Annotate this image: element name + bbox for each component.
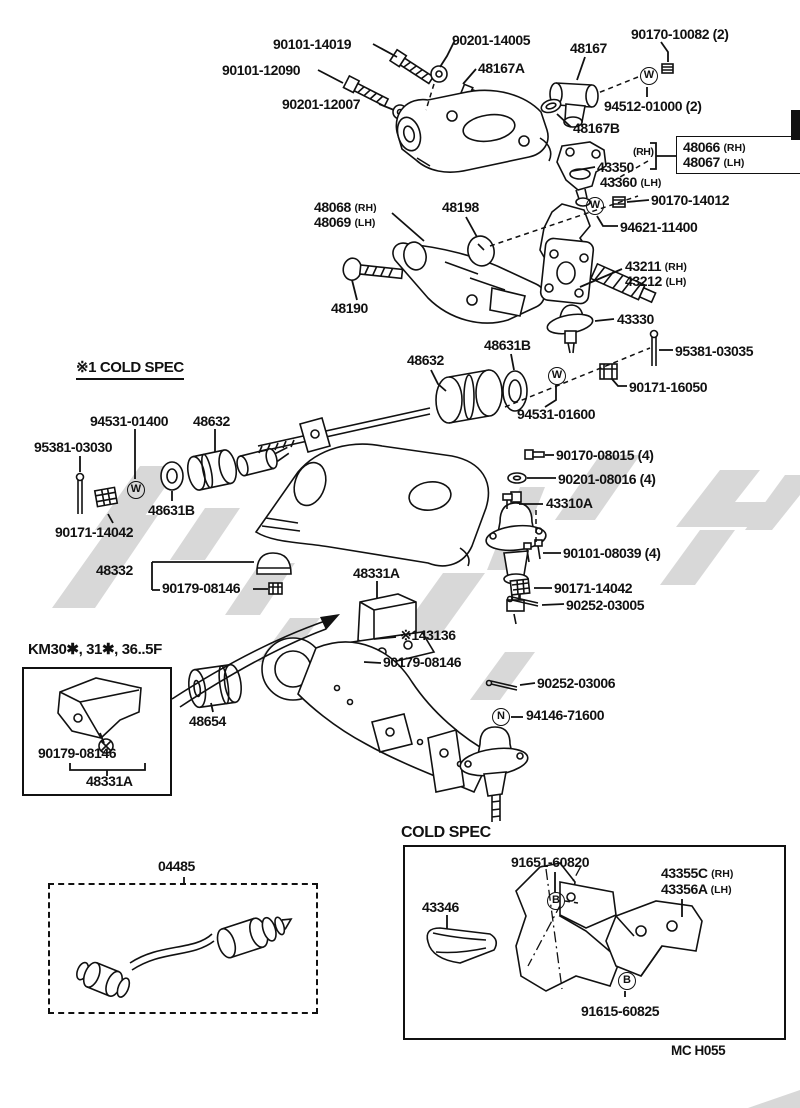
part-label-90201-08016: 90201-08016 (4) bbox=[558, 471, 656, 487]
part-label-90252-03005: 90252-03005 bbox=[566, 597, 645, 613]
strut-bar-assembly bbox=[258, 370, 527, 453]
rod-end-stub bbox=[235, 445, 291, 477]
part-label-43211-rh: 43211 (RH) bbox=[625, 258, 687, 274]
part-label-90101-14019: 90101-14019 bbox=[273, 36, 352, 52]
castle-nut-90171-16050 bbox=[600, 364, 617, 379]
link-04485-box bbox=[48, 883, 318, 1014]
nut-90171-14042-left bbox=[95, 487, 117, 506]
part-label-95381-03030: 95381-03030 bbox=[34, 439, 113, 455]
part-label-48068-rh: 48068 (RH) bbox=[314, 199, 377, 215]
part-label-90170-10082: 90170-10082 (2) bbox=[631, 26, 729, 42]
part-label-43136: ※143136 bbox=[400, 627, 456, 643]
cushion-48632-left bbox=[185, 448, 239, 491]
bolt-90170-08015 bbox=[525, 450, 544, 459]
circled-w-marker: W bbox=[127, 481, 145, 499]
washer-90201-14005 bbox=[431, 66, 447, 82]
part-label-43346: 43346 bbox=[422, 899, 459, 915]
diagram-code: MC H055 bbox=[671, 1043, 726, 1058]
circled-b-marker: B bbox=[547, 892, 565, 910]
part-label-90170-14012: 90170-14012 bbox=[651, 192, 730, 208]
part-label-48654: 48654 bbox=[189, 713, 226, 729]
retainer-48631B-left bbox=[161, 462, 183, 490]
part-label-04485: 04485 bbox=[158, 858, 195, 874]
part-label-90179-08146-b: 90179-08146 bbox=[383, 654, 462, 670]
part-label-43310A: 43310A bbox=[546, 495, 593, 511]
bolt-90101-14019 bbox=[390, 50, 435, 85]
part-label-48167B: 48167B bbox=[573, 120, 620, 136]
circled-w-marker: W bbox=[586, 197, 604, 215]
circled-w-marker: W bbox=[640, 67, 658, 85]
part-label-48632-a: 48632 bbox=[407, 352, 444, 368]
part-label-94621-11400: 94621-11400 bbox=[620, 219, 698, 235]
part-label-48167A: 48167A bbox=[478, 60, 525, 76]
part-label-48167: 48167 bbox=[570, 40, 607, 56]
circled-n-marker: N bbox=[492, 708, 510, 726]
part-label-90101-08039: 90101-08039 (4) bbox=[563, 545, 661, 561]
cold-spec-reference-note: ※1 COLD SPEC bbox=[76, 360, 184, 376]
part-label-48066-rh: 48066 (RH) bbox=[683, 139, 746, 155]
part-label-90201-14005: 90201-14005 bbox=[452, 32, 531, 48]
circled-w-marker: W bbox=[548, 367, 566, 385]
cold-spec-box-title: COLD SPEC bbox=[401, 824, 491, 841]
part-label-95381-03035: 95381-03035 bbox=[675, 343, 754, 359]
washer-90201-08016 bbox=[508, 473, 526, 483]
part-label-90179-08146-a: 90179-08146 bbox=[162, 580, 241, 596]
ball-joint-43330 bbox=[546, 305, 594, 353]
nut-90170-10082 bbox=[662, 64, 673, 73]
part-label-90171-16050: 90171-16050 bbox=[629, 379, 708, 395]
part-label-43355C-rh: 43355C (RH) bbox=[661, 865, 734, 881]
ball-joint-43310A bbox=[485, 492, 547, 624]
part-label-48331A-b: 48331A bbox=[86, 773, 133, 789]
part-label-48631B-a: 48631B bbox=[484, 337, 531, 353]
part-label-90252-03006: 90252-03006 bbox=[537, 675, 616, 691]
part-label-43350: 43350 bbox=[597, 159, 634, 175]
bolt-48190 bbox=[342, 257, 403, 285]
nut-90171-14042-right bbox=[510, 579, 529, 595]
part-label-91651-60820: 91651-60820 bbox=[511, 854, 590, 870]
part-label-48331A-a: 48331A bbox=[353, 565, 400, 581]
part-label-48632-b: 48632 bbox=[193, 413, 230, 429]
part-label-90179-08146-c: 90179-08146 bbox=[38, 745, 117, 761]
scan-edge-mark bbox=[791, 110, 800, 140]
part-label-48198: 48198 bbox=[442, 199, 479, 215]
part-label-48067-lh: 48067 (LH) bbox=[683, 154, 745, 170]
km30-variant-note: KM30✱, 31✱, 36..5F bbox=[28, 641, 162, 658]
circled-b-marker: B bbox=[618, 972, 636, 990]
part-label-43360-lh: 43360 (LH) bbox=[600, 174, 662, 190]
upper-control-arm-drawing bbox=[394, 90, 551, 172]
part-label-43212-lh: 43212 (LH) bbox=[625, 273, 687, 289]
grease-fitting-90252-03006 bbox=[487, 681, 518, 691]
part-label-90171-14042-b: 90171-14042 bbox=[554, 580, 633, 596]
part-label-48332: 48332 bbox=[96, 562, 133, 578]
upper-control-arm-big-drawing bbox=[256, 444, 488, 566]
part-label-90170-08015: 90170-08015 (4) bbox=[556, 447, 654, 463]
part-label-43330: 43330 bbox=[617, 311, 654, 327]
part-label-48631B-b: 48631B bbox=[148, 502, 195, 518]
part-label-94512-01000: 94512-01000 (2) bbox=[604, 98, 702, 114]
part-label-90171-14042-a: 90171-14042 bbox=[55, 524, 134, 540]
part-label-91615-60825: 91615-60825 bbox=[581, 1003, 660, 1019]
part-label-90201-12007: 90201-12007 bbox=[282, 96, 361, 112]
part-label-94531-01600: 94531-01600 bbox=[517, 406, 596, 422]
bushing-48654 bbox=[187, 664, 244, 709]
cotter-pin-95381-03035 bbox=[651, 331, 658, 367]
part-label-43350-rh-suffix: (RH) bbox=[633, 146, 654, 158]
part-label-94531-01400: 94531-01400 bbox=[90, 413, 169, 429]
bump-stop-48332 bbox=[257, 553, 291, 594]
part-label-94146-71600: 94146-71600 bbox=[526, 707, 605, 723]
part-label-90101-12090: 90101-12090 bbox=[222, 62, 301, 78]
part-label-48190: 48190 bbox=[331, 300, 368, 316]
part-label-43356A-lh: 43356A (LH) bbox=[661, 881, 732, 897]
cotter-pin-95381-03030 bbox=[77, 474, 84, 515]
part-label-48069-lh: 48069 (LH) bbox=[314, 214, 376, 230]
